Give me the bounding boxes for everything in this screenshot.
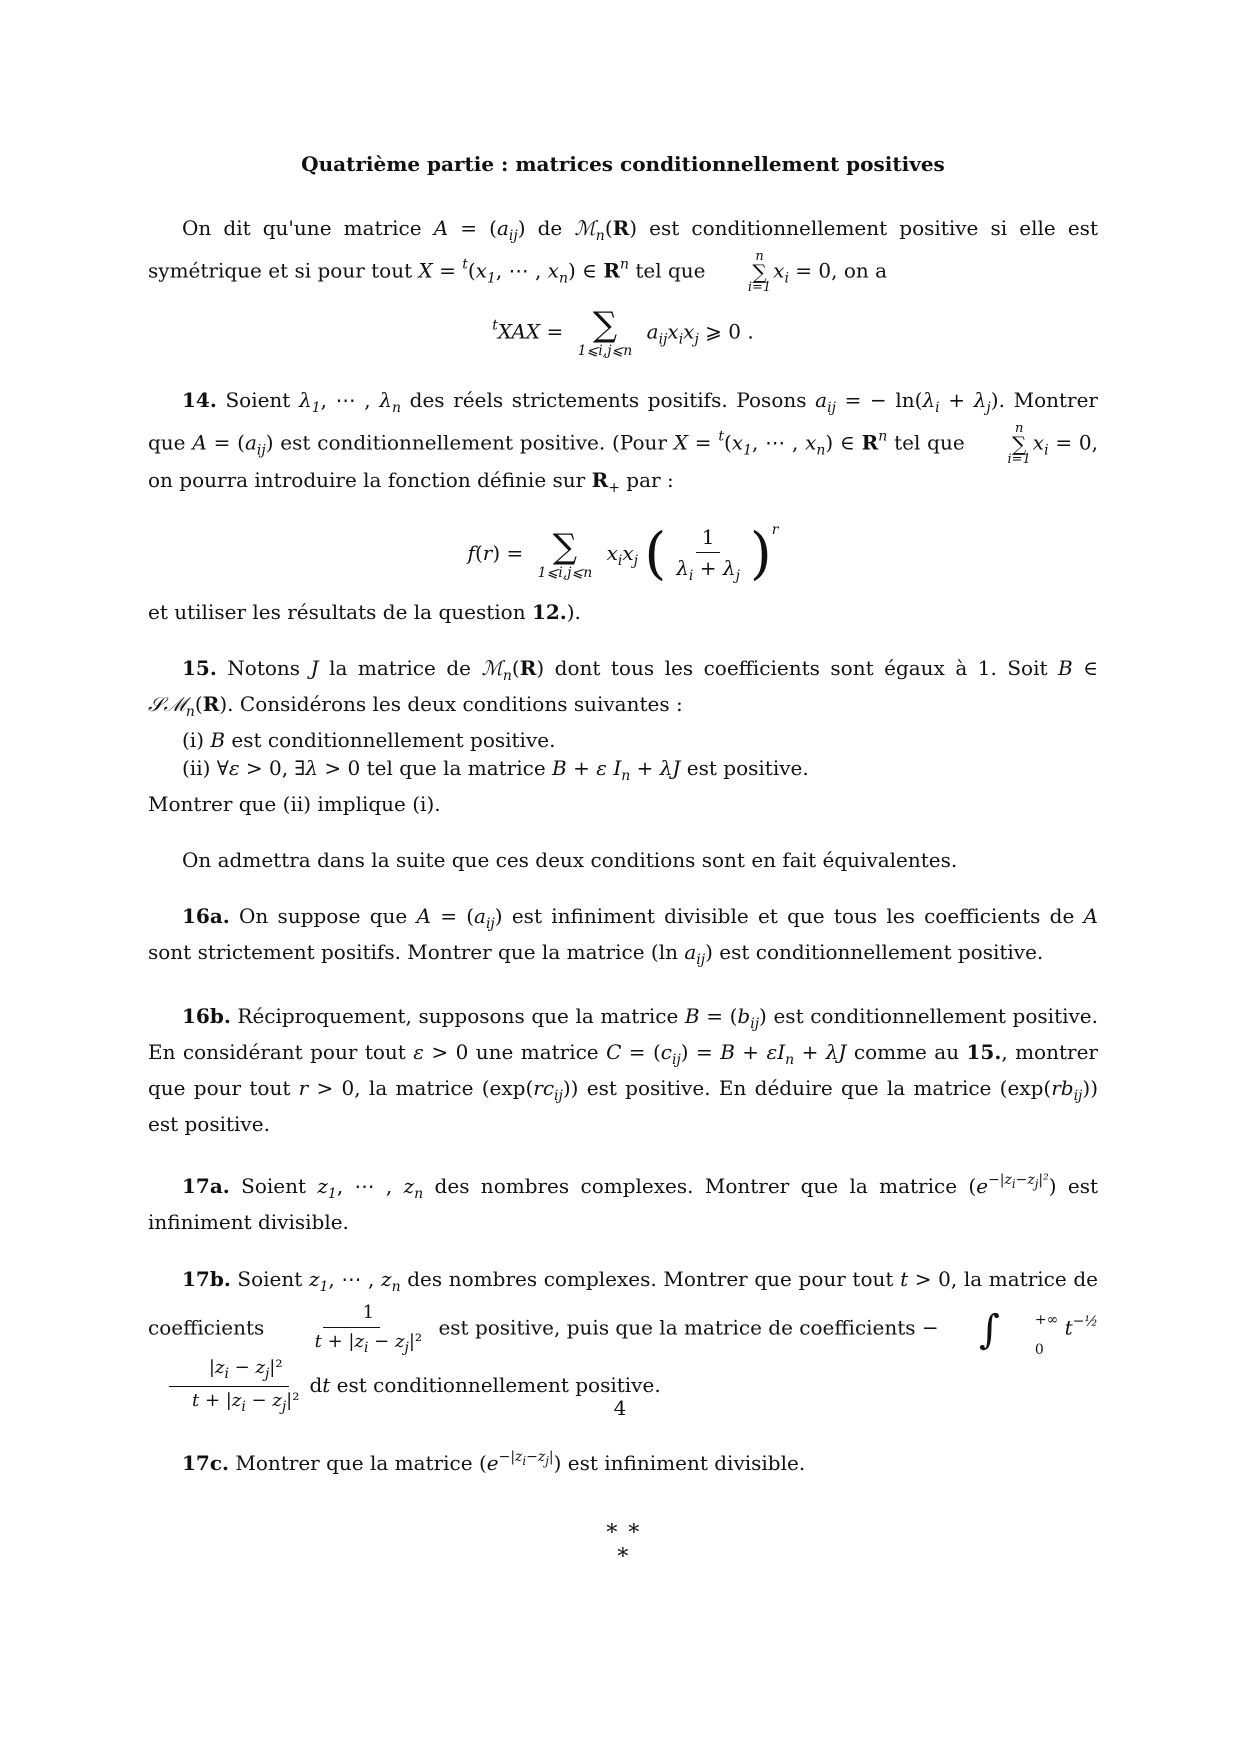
question-14-end: et utiliser les résultats de la question 12.). [148,600,581,625]
question-17c: 17c. Montrer que la matrice $(e^{-|z_i-z_j|})$ est infiniment divisible. [182,1449,806,1476]
question-15: 15. Notons J la matrice de ℳ$_n$(R) dont tous les coefficients sont égaux à 1. Soit B ∈ 𝒮ℳ$_n$(R). Considérons les deux conditions suivantes : [148,656,1099,721]
stars-bottom: ∗ [615,1540,631,1566]
page-content [148,150,1098,1565]
question-15-task: Montrer que (ii) implique (i). [148,792,441,817]
section-title: Quatrième partie : matrices conditionnellement positives [301,152,945,176]
question-17b: 17b. Soient $z_1$, ⋯ , $z_n$ des nombres complexes. Montrer que pour tout t > 0, la matrice de coefficients $\frac{1}{t + |z_i - z_j|^2}$ est positive, puis que la matrice de coefficients − ∫ +∞ 0 $t^{-\frac{1}{2}}$ $\frac{|z_i - z_j|^2}{t + |z_i - z_j|^2}$ dt est conditionnellement positive. [148,1267,1099,1415]
admit-paragraph: On admettra dans la suite que ces deux conditions sont en fait équivalentes. [182,848,958,873]
question-16a: 16a. On suppose que $A = (a_{ij})$ est infiniment divisible et que tous les coefficients de A sont strictement positifs. Montrer que la matrice (ln $a_{ij}$) est conditionnellement positive. [148,904,1098,969]
stars-top: ∗ ∗ [604,1516,642,1542]
condition-ii: (ii) ∀ε > 0, ∃λ > 0 tel que la matrice B + ε $I_n + \lambda J$ est positive. [182,756,809,785]
intro-paragraph: On dit qu'une matrice $A = (a_{ij})$ de ℳ$_n$(R) est conditionnellement positive si elle est symétrique et si pour tout $X = ^t(x_1$, ⋯ , $x_n$) ∈ $R^n$ tel que n ∑ i=1 $x_i = 0$, on a [148,216,1098,295]
question-14: 14. Soient $\lambda_1$, ⋯ , $\lambda_n$ des réels strictements positifs. Posons $a_{ij}$ = − $\ln(\lambda_i + \lambda_j)$. Montrer que $A = (a_{ij})$ est conditionnellement positive. (Pour $X = ^t(x_1$, ⋯ , $x_n$) ∈ $R^n$ tel que n ∑ i=1 $x_i = 0$, on pourra introduire la fonction définie sur $R_+$ par : [148,388,1098,496]
page-number: 4 [613,1396,627,1420]
question-17a: 17a. Soient $z_1$, ⋯ , $z_n$ des nombres complexes. Montrer que la matrice $(e^{-|z_i-z_j|^2})$ est infiniment divisible. [148,1172,1099,1235]
question-16b: 16b. Réciproquement, supposons que la matrice $B = (b_{ij})$ est conditionnellement positive. En considérant pour tout ε > 0 une matrice $C = (c_{ij}) = B + \varepsilon I_n + \lambda J$ comme au 15., montrer que pour tout r > 0, la matrice $(\exp(rc_{ij}))$ est positive. En déduire que la matrice $(\exp(rb_{ij}))$ est positive. [148,1004,1099,1137]
condition-i: (i) B est conditionnellement positive. [182,728,556,753]
function-f-formula: f(r) = ∑ 1⩽i,j⩽n $x_ix_j$ ( $\frac{1}{\lambda_i + \lambda_j}$ )$^r$ [467,521,779,587]
end-stars [148,1517,1098,1565]
quadratic-form-formula: $^t$XAX = ∑ 1⩽i,j⩽n $a_{ij}x_ix_j$ ⩾ 0 . [492,305,754,359]
